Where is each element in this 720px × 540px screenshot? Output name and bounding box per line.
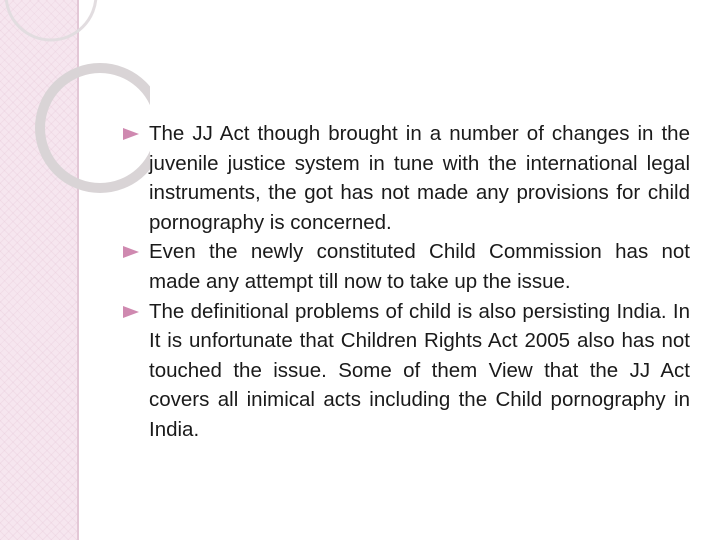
- small-ring-icon: [6, 0, 96, 40]
- bullet-text: The definitional problems of child is also persisting India. In It is unfortunate that Children Rights Act 2005 also has not touched the issue. Some of them View that the JJ Act covers all inimical acts including the Child pornography in India.: [149, 299, 690, 441]
- bullet-list: [120, 119, 690, 445]
- bullet-text: The JJ Act though brought in a number of changes in the juvenile justice system in tune with the international legal instruments, the got has not made any provisions for child pornography is concerned.: [149, 122, 690, 234]
- bullet-text: Even the newly constituted Child Commission has not made any attempt till now to take up the issue.: [149, 240, 690, 293]
- bullet-item: [120, 297, 690, 445]
- bullet-arrow-icon: [120, 305, 146, 319]
- bullet-item: [120, 119, 690, 237]
- bullet-arrow-icon: [120, 127, 146, 141]
- bullet-item: [120, 237, 690, 296]
- bullet-arrow-icon: [120, 245, 146, 259]
